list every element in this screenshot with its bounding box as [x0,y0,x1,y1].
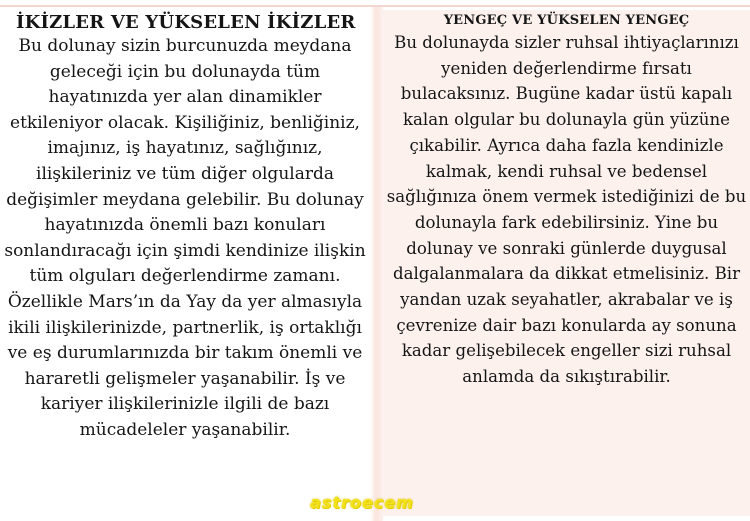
gemini-body-text: Bu dolunay sizin burcunuzda meydana geleceği için bu dolunayda tüm hayatınızda yer alan dinamikler etkileniyor olacak. Kişiliğiniz, benliğiniz, imajınız, iş hayatınız, sağlığınız, ilişkileriniz ve tüm diğer olgularda değişimler meydana gelebilir. Bu dolunay hayatınızda önemli bazı konuları sonlandıracağı için şimdi kendinize ilişkin tüm olguları değerlendirme zamanı. Özellikle Mars’ın da Yay da yer almasıyla ikili ilişkilerinizde, partnerlik, iş ortaklığı ve eş durumlarınızda bir takım önemli ve hararetli gelişmeler yaşanabilir. İş ve kariyer ilişkilerinizle ilgili de bazı mücadeleler yaşanabilir. [4,36,366,440]
cancer-heading: YENGEÇ VE YÜKSELEN YENGEÇ [443,13,690,28]
gemini-section [0,10,370,516]
column-divider [370,7,383,521]
cancer-body-text: Bu dolunayda sizler ruhsal ihtiyaçlarınızı yeniden değerlendirme fırsatı bulacaksınız. Bugüne kadar üstü kapalı kalan olgular bu dolunayla gün yüzüne çıkabilir. Ayrıca daha fazla kendinizle kalmak, kendi ruhsal ve bedensel sağlığınıza önem vermek istediğinizi de bu dolunayla fark edebilirsiniz. Yine bu dolunay ve sonraki günlerde duygusal dalgalanmalara da dikkat etmelisiniz. Bir yandan uzak seyahatler, akrabalar ve iş çevrenize dair bazı konularda ay sonuna kadar gelişebilecek engeller sizi ruhsal anlamda da sıkıştırabilir. [386,33,747,387]
gemini-heading: İKİZLER VE YÜKSELEN İKİZLER [16,12,356,33]
cancer-section [383,10,750,516]
astroecem-watermark: astroecem [310,493,414,512]
